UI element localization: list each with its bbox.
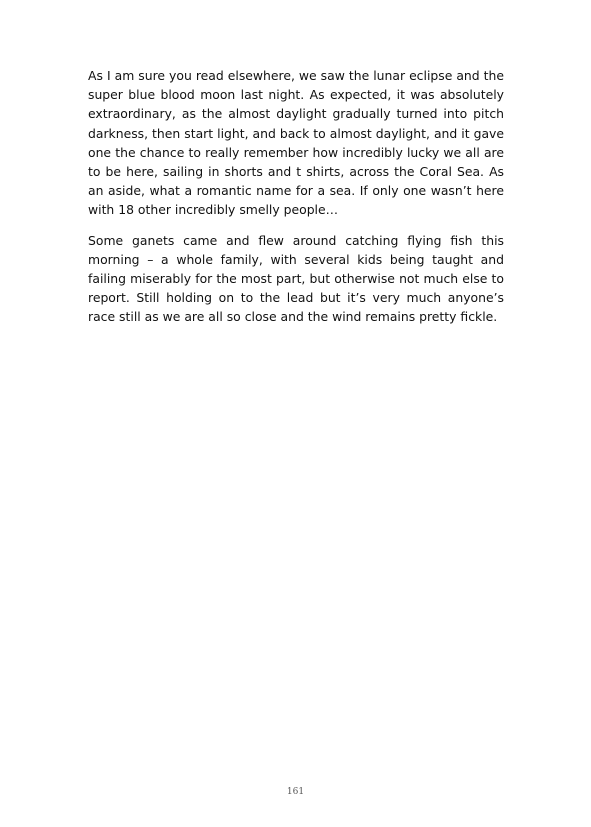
paragraph-eclipse: As I am sure you read elsewhere, we saw the lunar eclipse and the super blue blood moon last night. As expected, it was absolutely extraordinary, as the almost daylight gradually turned into pitch darkness, then start light, and back to almost daylight, and it gave one the chance to really remember how incredibly lucky we all are to be here, sailing in shorts and t shirts, across the Coral Sea. As an aside, what a romantic name for a sea. If only one wasn’t here with 18 other incredibly smelly people… <box>88 68 504 218</box>
document-body <box>88 66 504 338</box>
page-number: 161 <box>286 787 305 797</box>
paragraph-ganets: Some ganets came and flew around catching flying fish this morning – a whole family, with several kids being taught and failing miserably for the most part, but otherwise not much else to report. Still holding on to the lead but it’s very much anyone’s race still as we are all so close and the wind remains pretty fickle. <box>88 232 504 325</box>
